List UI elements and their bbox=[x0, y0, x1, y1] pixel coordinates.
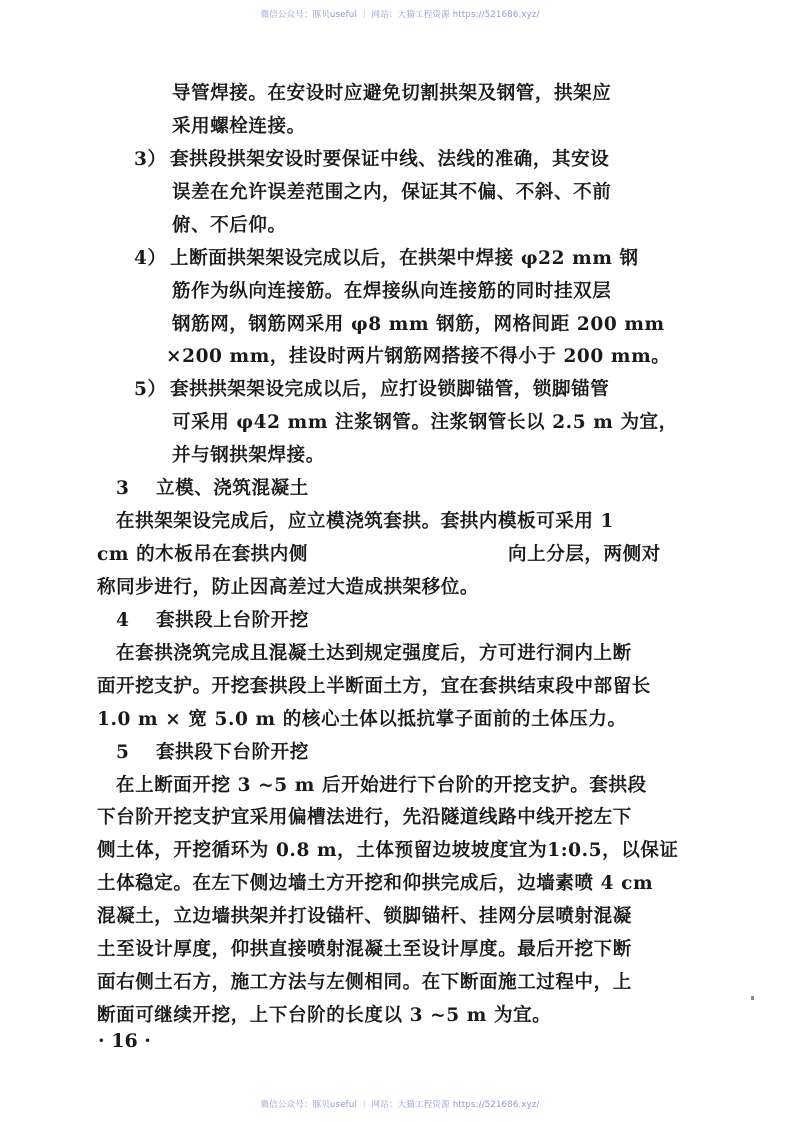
section-heading-5 bbox=[116, 741, 309, 765]
text-line: 俯、不后仰。 bbox=[172, 214, 287, 236]
list-item-5 bbox=[134, 378, 609, 402]
scan-artifact bbox=[751, 996, 754, 1000]
text-line: 面开挖支护。开挖套拱段上半断面土方，宜在套拱结束段中部留长 bbox=[97, 675, 651, 697]
text-line: 并与钢拱架焊接。 bbox=[172, 445, 325, 467]
section-heading-4 bbox=[116, 609, 309, 633]
section-title: 套拱段下台阶开挖 bbox=[156, 741, 309, 763]
section-title: 立模、浇筑混凝土 bbox=[156, 478, 309, 500]
text-line: 误差在允许误差范围之内，保证其不偏、不斜、不前 bbox=[172, 181, 612, 203]
text-line: 混凝土，立边墙拱架并打设锚杆、锁脚锚杆、挂网分层喷射混凝 bbox=[97, 906, 632, 928]
list-item-3 bbox=[134, 148, 609, 172]
text-line: 向上分层，两侧对 bbox=[508, 544, 661, 565]
text-line: 采用螺栓连接。 bbox=[172, 115, 306, 137]
text-line: 可采用 φ42 mm 注浆钢管。注浆钢管长以 2.5 m 为宜， bbox=[172, 412, 678, 434]
text-line: 称同步进行，防止因高差过大造成拱架移位。 bbox=[97, 576, 480, 598]
section-title: 套拱段上台阶开挖 bbox=[156, 609, 309, 631]
text-line: 下台阶开挖支护宜采用偏槽法进行，先沿隧道线路中线开挖左下 bbox=[97, 807, 632, 829]
text-line: 断面可继续开挖，上下台阶的长度以 3 ~5 m 为宜。 bbox=[97, 1005, 552, 1026]
text-line: 套拱段拱架安设时要保证中线、法线的准确，其安设 bbox=[170, 148, 610, 170]
text-line: 在套拱浇筑完成且混凝土达到规定强度后，方可进行洞内上断 bbox=[116, 642, 632, 664]
text-line: ×200 mm，挂设时两片钢筋网搭接不得小于 200 mm。 bbox=[166, 346, 671, 368]
section-number: 3 bbox=[116, 478, 130, 500]
section-number: 5 bbox=[116, 741, 130, 763]
text-line: 导管焊接。在安设时应避免切割拱架及钢管，拱架应 bbox=[172, 83, 612, 104]
list-number: 5） bbox=[134, 379, 167, 401]
watermark-top: 微信公众号：豚贝useful ｜ 网站：大猫工程资源 https://521686.xyz/ bbox=[260, 10, 540, 20]
text-line: 侧土体，开挖循环为 0.8 m，土体预留边坡坡度宜为1:0.5，以保证 bbox=[97, 840, 679, 862]
text-line: 在拱架架设完成后，应立模浇筑套拱。套拱内模板可采用 1 bbox=[116, 511, 615, 533]
text-line: 土体稳定。在左下侧边墙土方开挖和仰拱完成后，边墙素喷 4 cm bbox=[97, 873, 654, 895]
list-number: 4） bbox=[134, 247, 167, 269]
text-line: 钢筋网，钢筋网采用 φ8 mm 钢筋，网格间距 200 mm bbox=[172, 313, 665, 335]
watermark-bottom: 微信公众号：豚贝useful ｜ 网站：大猫工程资源 https://521686.xyz/ bbox=[260, 1100, 540, 1110]
text-line: 1.0 m × 宽 5.0 m 的核心土体以抵抗掌子面前的土体压力。 bbox=[97, 708, 627, 730]
text-line: 在上断面开挖 3 ~5 m 后开始进行下台阶的开挖支护。套拱段 bbox=[116, 774, 647, 796]
text-line: cm 的木板吊在套拱内侧 bbox=[97, 544, 308, 565]
text-line: 上断面拱架架设完成以后，在拱架中焊接 φ22 mm 钢 bbox=[170, 247, 639, 269]
list-item-4 bbox=[134, 247, 639, 271]
list-number: 3） bbox=[134, 148, 167, 170]
text-line: 套拱拱架架设完成以后，应打设锁脚锚管，锁脚锚管 bbox=[170, 379, 610, 401]
text-line: 土至设计厚度，仰拱直接喷射混凝土至设计厚度。最后开挖下断 bbox=[97, 939, 632, 961]
text-line: 筋作为纵向连接筋。在焊接纵向连接筋的同时挂双层 bbox=[172, 280, 612, 302]
text-line: 面右侧土石方，施工方法与左侧相同。在下断面施工过程中，上 bbox=[97, 972, 632, 994]
section-heading-3 bbox=[116, 477, 309, 501]
page-number: · 16 · bbox=[98, 1030, 151, 1052]
section-number: 4 bbox=[116, 609, 130, 631]
